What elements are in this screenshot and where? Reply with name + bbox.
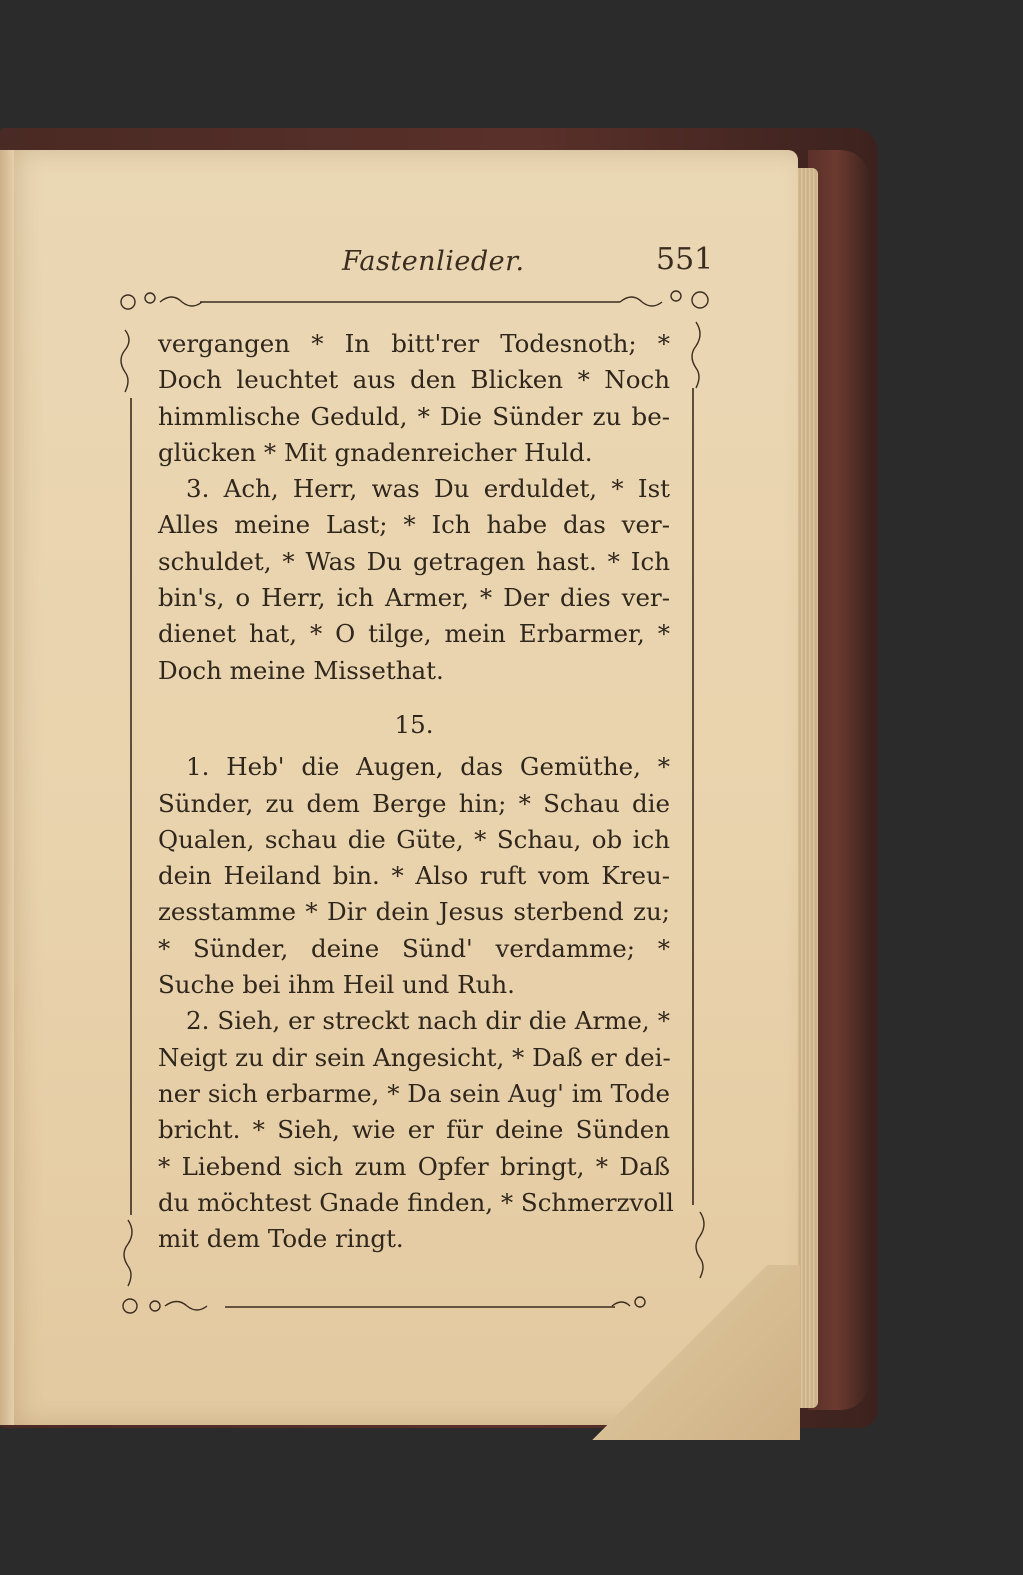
text-line: Suche bei ihm Heil und Ruh. [158,970,515,1000]
text-line: dein Heiland bin. * Also ruft vom Kreu- [158,861,670,891]
text-line: mit dem Tode ringt. [158,1224,404,1254]
text-line: dienet hat, * O tilge, mein Erbarmer, * [158,619,670,649]
text-line: schuldet, * Was Du getragen hast. * Ich [158,546,670,576]
text-line: Doch meine Missethat. [158,655,444,685]
hymn-text [158,326,674,1257]
text-line: glücken * Mit gnadenreicher Huld. [158,437,593,467]
text-line: Neigt zu dir sein Angesicht, * Daß er dei- [158,1042,671,1072]
text-line: 2. Sieh, er streckt nach dir die Arme, * [186,1006,670,1036]
text-line: 3. Ach, Herr, was Du erduldet, * Ist [186,474,670,504]
text-line: * Sünder, deine Sünd' verdamme; * [158,933,670,963]
text-line: bricht. * Sieh, wie er für deine Sünden [158,1115,670,1145]
text-line: * Liebend sich zum Opfer bringt, * Daß [158,1151,670,1181]
hymn-number: 15. [394,709,434,739]
text-line: himmlische Geduld, * Die Sünder zu be- [158,401,670,431]
text-line: du möchtest Gnade finden, * Schmerzvoll [158,1187,674,1217]
text-line: Sünder, zu dem Berge hin; * Schau die [158,788,670,818]
running-title: Fastenlieder. [342,246,525,277]
text-line: Doch leuchtet aus den Blicken * Noch [158,365,670,395]
text-line: Alles meine Last; * Ich habe das ver- [158,510,670,540]
text-line: bin's, o Herr, ich Armer, * Der dies ver- [158,583,670,613]
text-line: ner sich erbarme, * Da sein Aug' im Tode [158,1078,670,1108]
text-line: zesstamme * Dir dein Jesus sterbend zu; [158,897,670,927]
page-header [110,242,714,282]
text-line: Qualen, schau die Güte, * Schau, ob ich [158,824,670,854]
text-line: vergangen * In bitt'rer Todesnoth; * [158,329,670,358]
page-number: 551 [656,242,714,277]
text-line: 1. Heb' die Augen, das Gemüthe, * [186,752,670,782]
